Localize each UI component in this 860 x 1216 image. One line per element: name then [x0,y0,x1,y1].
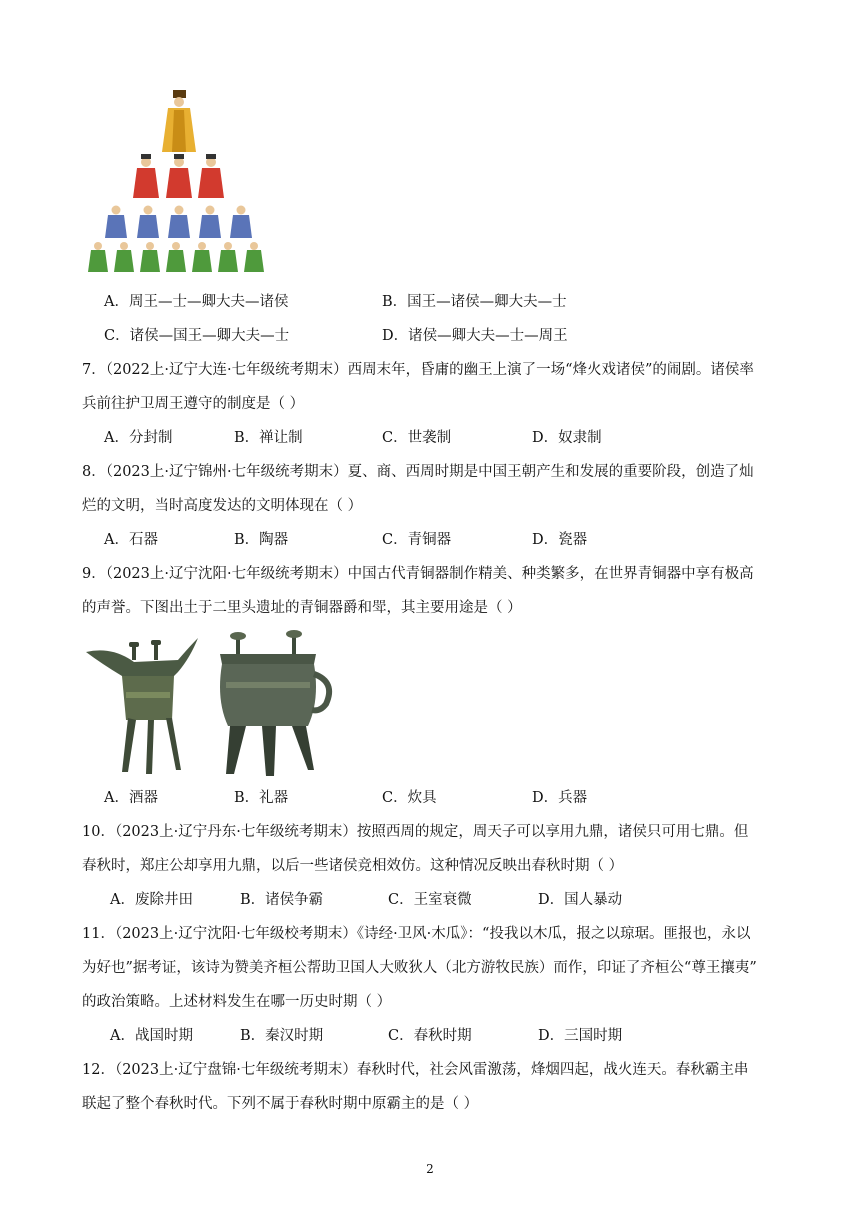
bronze-jue-vessel-figure [82,632,200,778]
q8-option-b: B．陶器 [234,532,289,548]
q11-stem-line-2: 为好也”据考证，该诗为赞美齐桓公帮助卫国人大败狄人（北方游牧民族）而作，印证了齐桓公“尊王攘夷” [82,960,757,976]
noble-row [133,154,224,198]
q7-stem-line-2: 兵前往护卫周王遵守的制度是（ ） [82,396,305,412]
king-figure [162,90,196,152]
hierarchy-pyramid-figure [82,88,272,276]
q10-stem-line-1: 10．（2023上·辽宁丹东·七年级统考期末）按照西周的规定，周天子可以享用九鼎，诸侯只可用七鼎。但 [82,824,749,840]
q9-option-d: D．兵器 [532,790,588,806]
q8-option-d: D．瓷器 [532,532,588,548]
q11-option-b: B．秦汉时期 [240,1028,324,1044]
q7-option-b: B．禅让制 [234,430,303,446]
q6-option-a: A．周王—士—卿大夫—诸侯 [104,294,289,310]
q10-stem-line-2: 春秋时，郑庄公却享用九鼎，以后一些诸侯竞相效仿。这种情况反映出春秋时期（ ） [82,858,624,874]
q6-option-d: D．诸侯—卿大夫—士—周王 [382,328,568,344]
page-number: 2 [426,1162,434,1176]
q11-stem-line-1: 11．（2023上·辽宁沈阳·七年级校考期末）《诗经·卫风·木瓜》：“投我以木瓜，报之以琼琚。匪报也，永以 [82,926,751,942]
q10-option-c: C．王室衰微 [388,892,472,908]
q12-stem-line-1: 12．（2023上·辽宁盘锦·七年级统考期末）春秋时代，社会风雷激荡，烽烟四起，战火连天。春秋霸主串 [82,1062,749,1078]
q12-stem-line-2: 联起了整个春秋时代。下列不属于春秋时期中原霸主的是（ ） [82,1096,479,1112]
q11-option-a: A．战国时期 [110,1028,193,1044]
q6-option-c: C．诸侯—国王—卿大夫—士 [104,328,290,344]
q9-option-b: B．礼器 [234,790,289,806]
q10-option-b: B．诸侯争霸 [240,892,324,908]
q8-stem-line-2: 烂的文明，当时高度发达的文明体现在（ ） [82,498,363,514]
q10-option-d: D．国人暴动 [538,892,623,908]
q7-option-a: A．分封制 [104,430,173,446]
minister-row [105,206,252,239]
q9-stem-line-2: 的声誉。下图出土于二里头遗址的青铜器爵和斝，其主要用途是（ ） [82,600,522,616]
bronze-jia-vessel-figure [210,630,340,778]
q11-option-c: C．春秋时期 [388,1028,472,1044]
q9-option-c: C．炊具 [382,790,437,806]
q7-option-c: C．世袭制 [382,430,452,446]
q6-option-b: B．国王—诸侯—卿大夫—士 [382,294,567,310]
q8-option-c: C．青铜器 [382,532,452,548]
q9-stem-line-1: 9．（2023上·辽宁沈阳·七年级统考期末）中国古代青铜器制作精美、种类繁多，在世界青铜器中享有极高 [82,566,754,582]
scholar-row [88,242,264,272]
q10-option-a: A．废除井田 [110,892,193,908]
q8-option-a: A．石器 [104,532,158,548]
q7-stem-line-1: 7．（2022上·辽宁大连·七年级统考期末）西周末年，昏庸的幽王上演了一场“烽火戏诸侯”的闹剧。诸侯率 [82,362,754,378]
q7-option-d: D．奴隶制 [532,430,602,446]
q9-option-a: A．酒器 [104,790,158,806]
q11-option-d: D．三国时期 [538,1028,623,1044]
q8-stem-line-1: 8．（2023上·辽宁锦州·七年级统考期末）夏、商、西周时期是中国王朝产生和发展的重要阶段，创造了灿 [82,464,754,480]
q11-stem-line-3: 的政治策略。上述材料发生在哪一历史时期（ ） [82,994,392,1010]
